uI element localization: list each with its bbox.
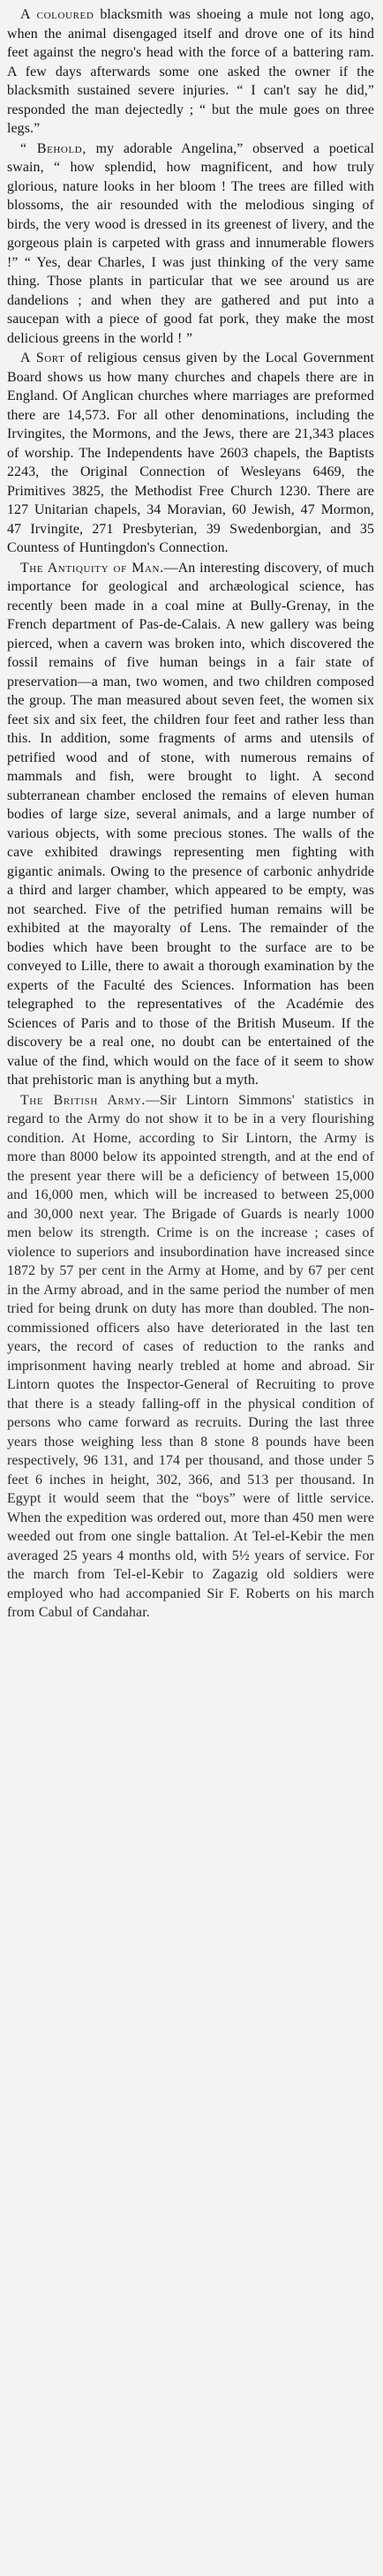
paragraph-british-army — [7, 1091, 374, 1623]
paragraph-body: of religious census given by the Local Government Board shows us how many churches and chapels there are in England. Of Anglican churches where marriages are preformed there are 14,573. For all other denominations, including the Irvingites, the Mormons, and the Jews, there are 21,343 places of worship. The Independents have 2603 chapels, the Baptists 2243, the Original Connection of Wesleyans 6469, the Primitives 3825, the Methodist Free Church 1230. There are 127 Unitarian chapels, 34 Moravian, 60 Jewish, 47 Mormon, 47 Irvingite, 271 Presbyterian, 39 Swedenborgian, and 35 Countess of Huntingdon's Connection. — [7, 350, 374, 555]
paragraph-lead: A coloured — [20, 7, 94, 22]
paragraph-body: —Sir Lintorn Simmons' statistics in regard to the Army do not show it to be in a very flourishing condition. At Home, according to Sir Lintorn, the Army is more than 8000 below its appointed strength, and at the end of the present year there will be a deficiency of between 15,000 and 16,000 men, which will be increased to between 25,000 and 30,000 next year. The Brigade of Guards is nearly 1000 men below its strength. Crime is on the increase ; cases of violence to superiors and insubordination have increased since 1872 by 57 per cent in the Army at Home, and by 67 per cent in the Army abroad, and in the same period the number of men tried for being drunk on duty has more than doubled. The non-commissioned officers also have deteriorated in the last ten years, the record of cases of reduction to the ranks and imprisonment having nearly trebled at home and abroad. Sir Lintorn quotes the Inspector-General of Recruiting to prove that there is a steady falling-off in the physical condition of persons who came forward as recruits. During the last three years those weighing less than 8 stone 8 pounds have been respectively, 96 131, and 174 per thousand, and those under 5 feet 6 inches in height, 302, 366, and 513 per thousand. In Egypt it would seem that the “boys” were of little service. When the expedition was ordered out, more than 450 men were weeded out from one single battalion. At Tel-el-Kebir the men averaged 25 years 4 months old, with 5½ years of service. For the march from Tel-el-Kebir to Zagazig old soldiers were employed who had accompanied Sir F. Roberts on his march from Cabul of Candahar. — [7, 1092, 374, 1620]
paragraph-lead: A Sort — [20, 350, 65, 365]
paragraph-body: my adorable Angelina,” observed a poetical swain, “ how splendid, how magnificent, and how truly glorious, nature looks in her bloom ! The trees are filled with blossoms, the air resounded with the melodious singing of birds, the very wood is dressed in its greenest of livery, and the gorgeous plain is carpeted with grass and innumerable flowers !” “ Yes, dear Charles, I was just thinking of the very same thing. Those plants in particular that we see around us are dandelions ; and when they are gathered and put into a saucepan with a piece of good fat pork, they make the most delicious greens in the world ! ” — [7, 140, 374, 346]
paragraph-body: —An interesting discovery, of much importance for geological and archæological science, has recently been made in a coal mine at Bully-Grenay, in the French department of Pas-de-Calais. A new gallery was being pierced, when a cavern was broken into, which discovered the fossil remains of five human beings in a fair state of preservation—a man, two women, and two children composed the group. The man measured about seven feet, the women six feet six and six feet, the children four feet and rather less than this. In addition, some fragments of arms and utensils of petrified wood and of stone, with numerous remains of mammals and fish, were brought to light. A second subterranean chamber enclosed the remains of eleven human bodies of large size, several animals, and a large number of various objects, with some precious stones. The walls of the cave exhibited drawings representing men fighting with gigantic animals. Owing to the presence of carbonic anhydride a third and larger chamber, which appeared to be empty, was not searched. Five of the petrified human remains will be exhibited at the mayoralty of Lens. The remainder of the bodies which have been brought to the surface are to be conveyed to Lille, there to await a thorough examination by the experts of the Faculté des Sciences. Information has been telegraphed to the representatives of the Académie des Sciences of Paris and to those of the British Museum. If the discovery be a real one, no doubt can be entertained of the value of the find, which would on the face of it seem to show that prehistoric man is anything but a myth. — [7, 560, 374, 1088]
paragraph-angelina-dandelions — [7, 139, 374, 349]
paragraph-blacksmith-mule — [7, 5, 374, 139]
paragraph-heading: The British Army. — [20, 1092, 146, 1108]
paragraph-heading: The Antiquity of Man. — [20, 560, 164, 576]
paragraph-antiquity-of-man — [7, 559, 374, 1090]
paragraph-body: blacksmith was shoeing a mule not long ago, when the animal disengaged itself and drove one of its hind feet against the negro's head with the force of a battering ram. A few days afterwards some one asked the owner if the blacksmith sustained severe injuries. “ I can't say he did,” responded the man dejectedly ; “ but the mule goes on three legs.” — [7, 7, 374, 136]
paragraph-religious-census — [7, 349, 374, 558]
paragraph-lead: “ Behold, — [20, 140, 86, 156]
